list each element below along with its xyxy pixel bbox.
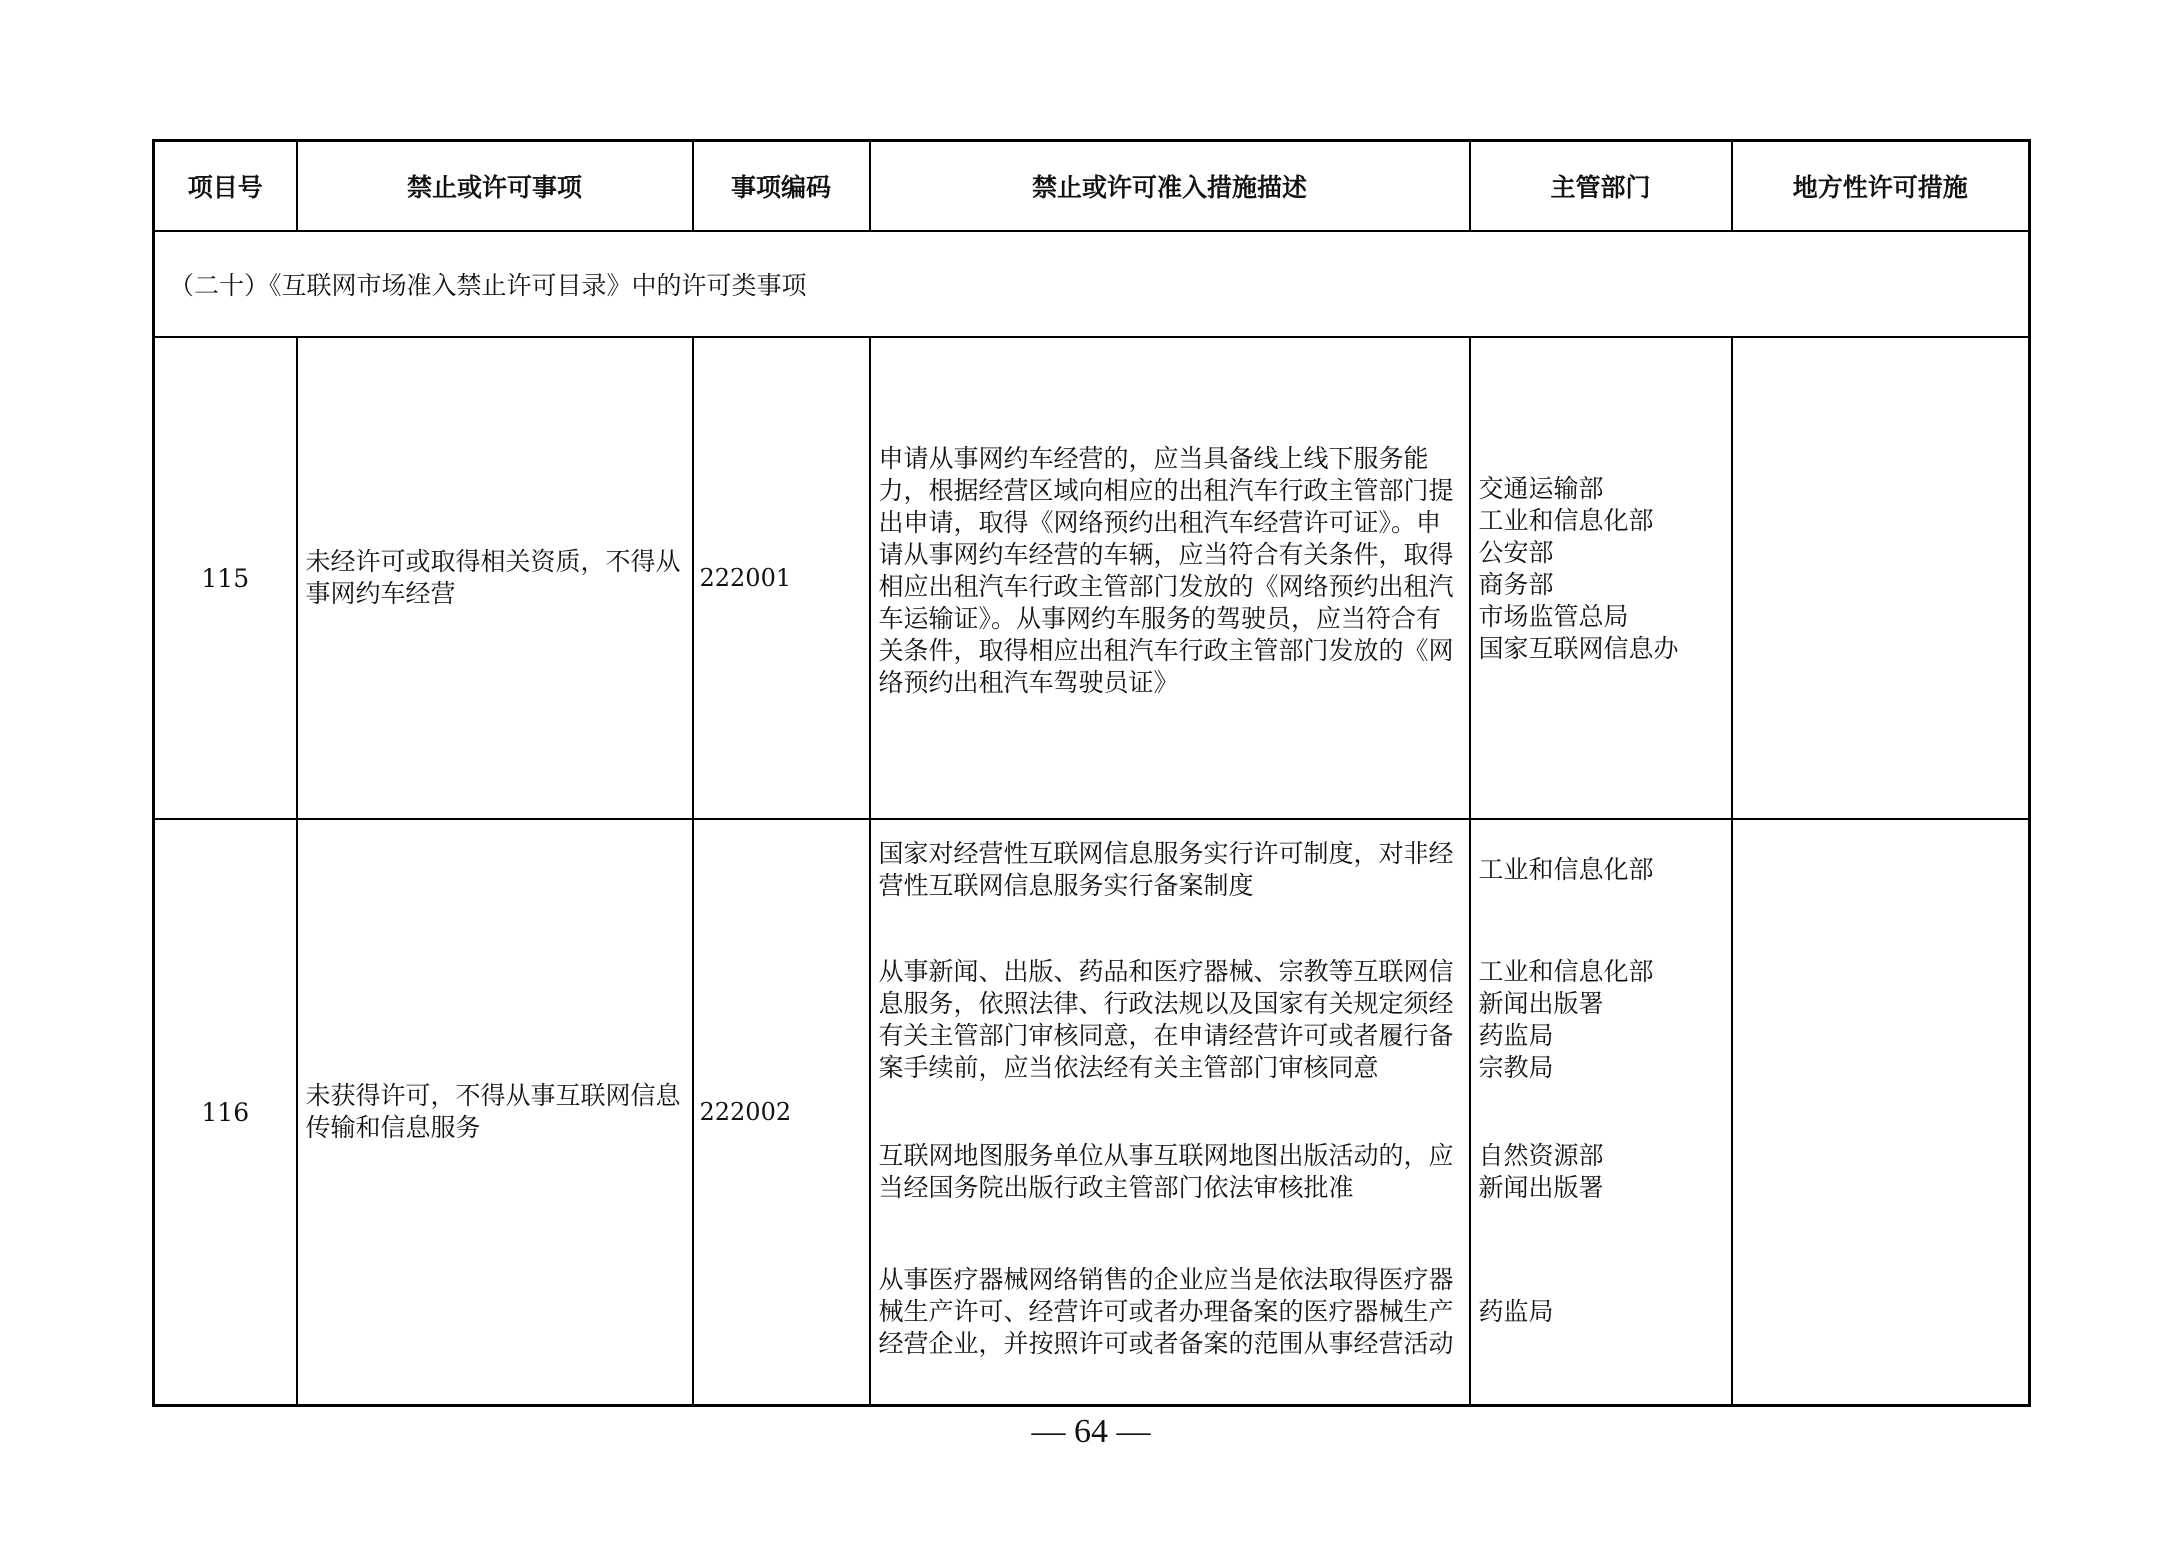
header-item-name: 禁止或许可事项 [297, 141, 693, 232]
department-list [1471, 338, 1731, 665]
page-number: — 64 — [1031, 1413, 1151, 1450]
department-cell [1470, 819, 1732, 1406]
local-measures-cell [1732, 337, 2030, 819]
item-name: 未获得许可，不得从事互联网信息传输和信息服务 [297, 819, 693, 1406]
header-description: 禁止或许可准入措施描述 [870, 141, 1470, 232]
department-name: 交通运输部 [1478, 474, 1604, 503]
description-text-3: 互联网地图服务单位从事互联网地图出版活动的，应当经国务院出版行政主管部门依法审核批准 [878, 1141, 1454, 1202]
department-name: 宗教局 [1478, 1053, 1554, 1082]
description-text-1: 国家对经营性互联网信息服务实行许可制度，对非经营性互联网信息服务实行备案制度 [878, 839, 1454, 900]
item-code: 222002 [693, 819, 870, 1406]
description-cell [870, 819, 1470, 1406]
header-item-code: 事项编码 [693, 141, 870, 232]
local-measures-cell [1732, 819, 2030, 1406]
department-list [1471, 1120, 1731, 1224]
description-text: 申请从事网约车经营的，应当具备线上线下服务能力，根据经营区域向相应的出租汽车行政主管部门提出申请，取得《网络预约出租汽车经营许可证》。申请从事网约车经营的车辆，应当符合有关条件，取得相应出租汽车行政主管部门发放的《网络预约出租汽车运输证》。从事网约车服务的驾驶员，应当符合有关条件，取得相应出租汽车行政主管部门发放的《网络预约出租汽车驾驶员证》 [878, 444, 1454, 697]
department-name: 新闻出版署 [1478, 1173, 1604, 1202]
department-name: 公安部 [1478, 538, 1554, 567]
department-name: 工业和信息化部 [1478, 506, 1654, 535]
description-text [871, 1120, 1469, 1224]
header-department: 主管部门 [1470, 141, 1732, 232]
header-local-measures: 地方性许可措施 [1732, 141, 2030, 232]
table-row [154, 337, 2030, 819]
description-text [871, 820, 1469, 920]
item-number: 115 [154, 337, 297, 819]
department-name: 药监局 [1478, 1297, 1554, 1326]
item-code: 222001 [693, 337, 870, 819]
item-number: 116 [154, 819, 297, 1406]
section-row [154, 231, 2030, 337]
department-list [1471, 920, 1731, 1120]
header-row [154, 141, 2030, 232]
item-name: 未经许可或取得相关资质，不得从事网约车经营 [297, 337, 693, 819]
department-name: 商务部 [1478, 570, 1554, 599]
department-list [1471, 820, 1731, 920]
department-name: 自然资源部 [1478, 1141, 1604, 1170]
table-row [154, 819, 2030, 1406]
department-name: 市场监管总局 [1478, 602, 1629, 631]
department-name: 国家互联网信息办 [1478, 634, 1679, 663]
department-name: 新闻出版署 [1478, 989, 1604, 1018]
department-name: 工业和信息化部 [1478, 957, 1654, 986]
department-name: 工业和信息化部 [1478, 855, 1654, 884]
department-name: 药监局 [1478, 1021, 1554, 1050]
description-text [871, 1224, 1469, 1400]
header-item-number: 项目号 [154, 141, 297, 232]
section-title: （二十）《互联网市场准入禁止许可目录》中的许可类事项 [154, 231, 2030, 337]
description-text-2: 从事新闻、出版、药品和医疗器械、宗教等互联网信息服务，依照法律、行政法规以及国家有关规定须经有关主管部门审核同意，在申请经营许可或者履行备案手续前，应当依法经有关主管部门审核同意 [878, 957, 1454, 1082]
description-text-4: 从事医疗器械网络销售的企业应当是依法取得医疗器械生产许可、经营许可或者办理备案的医疗器械生产经营企业，并按照许可或者备案的范围从事经营活动 [878, 1265, 1454, 1358]
description-cell [870, 337, 1470, 819]
department-list [1471, 1224, 1731, 1400]
department-cell [1470, 337, 1732, 819]
description-text [871, 920, 1469, 1120]
permit-table [152, 139, 2031, 1407]
